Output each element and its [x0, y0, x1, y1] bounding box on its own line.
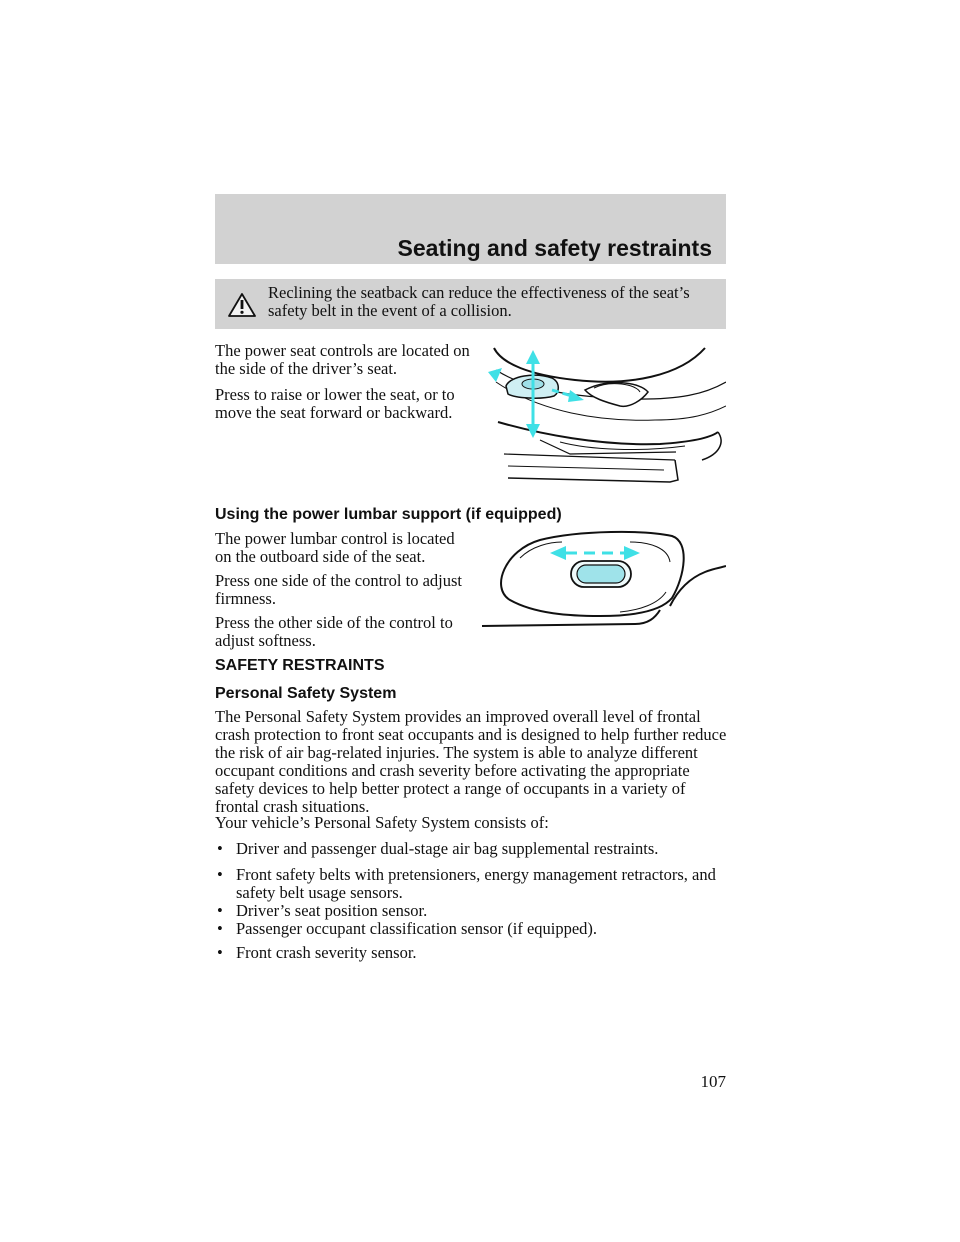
- bullet-marker: •: [217, 839, 223, 858]
- list-item-text: Passenger occupant classification sensor (if equipped).: [236, 919, 598, 938]
- list-item: [215, 866, 726, 902]
- lumbar-control-illustration: [480, 528, 726, 630]
- list-item-text: Front crash severity sensor.: [236, 943, 417, 962]
- personal-safety-system-paragraph: The Personal Safety System provides an improved overall level of frontal crash protection to front seat occupants and is designed to help further reduce the risk of air bag-related injuries. The system is able to analyze different occupant conditions and crash severity before activating the appropriate safety devices to help better protect a range of occupants in a variety of frontal crash situations.: [215, 707, 727, 816]
- lumbar-heading: Using the power lumbar support (if equipped): [215, 506, 562, 523]
- lumbar-paragraph-1: The power lumbar control is located on the outboard side of the seat.: [215, 529, 455, 566]
- page-number: 107: [700, 1072, 726, 1091]
- warning-triangle-icon: [227, 292, 257, 318]
- list-item-text: Front safety belts with pretensioners, energy management retractors, and safety belt usage sensors.: [236, 865, 716, 902]
- section-header-bar: [215, 194, 726, 264]
- power-seat-paragraph-2: Press to raise or lower the seat, or to move the seat forward or backward.: [215, 385, 455, 422]
- list-item: [215, 944, 726, 962]
- list-item: [215, 920, 726, 938]
- lumbar-paragraph-3: Press the other side of the control to adjust softness.: [215, 613, 453, 650]
- bullet-marker: •: [217, 919, 223, 938]
- bullet-marker: •: [217, 943, 223, 962]
- list-item-text: Driver’s seat position sensor.: [236, 901, 428, 920]
- section-title: Seating and safety restraints: [397, 235, 712, 261]
- list-item: [215, 840, 726, 858]
- bullet-marker: •: [217, 901, 223, 920]
- list-item: [215, 902, 726, 920]
- bullet-marker: •: [217, 865, 223, 884]
- warning-box: [215, 279, 726, 329]
- power-seat-paragraph-1: The power seat controls are located on the side of the driver’s seat.: [215, 341, 470, 378]
- safety-restraints-heading: SAFETY RESTRAINTS: [215, 657, 385, 674]
- warning-text: Reclining the seatback can reduce the effectiveness of the seat’s safety belt in the event of a collision.: [268, 283, 690, 320]
- personal-safety-system-subheading: Personal Safety System: [215, 685, 397, 702]
- system-consists-of-paragraph: Your vehicle’s Personal Safety System consists of:: [215, 813, 549, 832]
- list-item-text: Driver and passenger dual-stage air bag supplemental restraints.: [236, 839, 659, 858]
- power-seat-controls-illustration: [480, 342, 726, 488]
- lumbar-paragraph-2: Press one side of the control to adjust firmness.: [215, 571, 463, 608]
